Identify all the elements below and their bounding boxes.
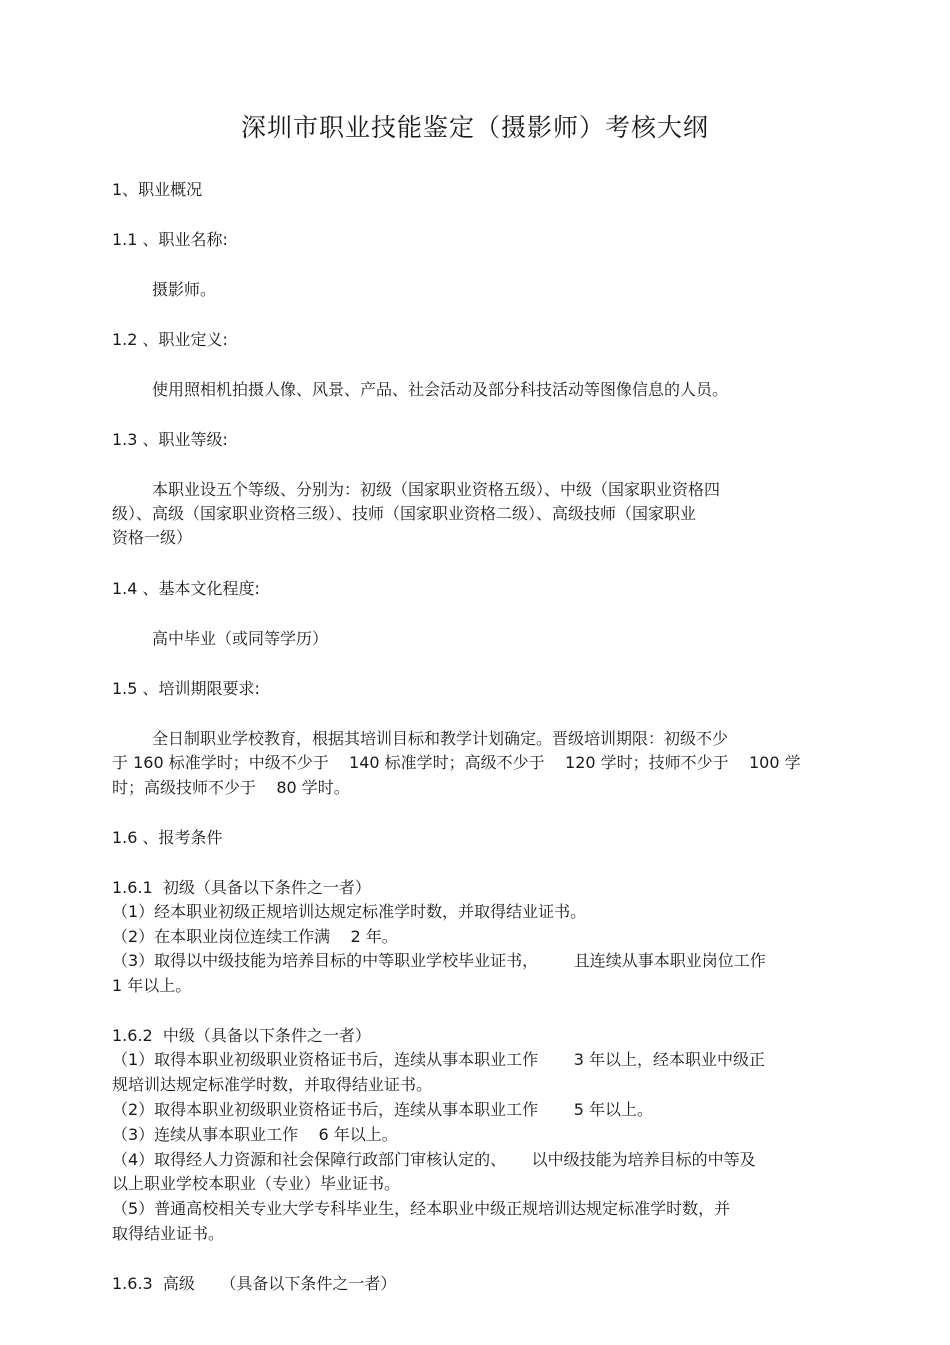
- list-item-continued: 以上职业学校本职业（专业）毕业证书。: [112, 1174, 401, 1193]
- list-item: （5）普通高校相关专业大学专科毕业生，经本职业中级正规培训达规定标准学时数，并: [112, 1199, 731, 1218]
- list-item-continued: 规培训达规定标准学时数，并取得结业证书。: [112, 1075, 433, 1094]
- subsection-heading: 1.1 、职业名称:: [112, 230, 228, 249]
- list-item: （3）连续从事本职业工作 6 年以上。: [112, 1125, 398, 1144]
- paragraph-line: 使用照相机拍摄人像、风景、产品、社会活动及部分科技活动等图像信息的人员。: [152, 380, 729, 399]
- section-heading: 1、职业概况: [112, 180, 203, 199]
- list-item: （2）取得本职业初级职业资格证书后，连续从事本职业工作 5 年以上。: [112, 1100, 654, 1119]
- list-item: （1）经本职业初级正规培训达规定标准学时数，并取得结业证书。: [112, 902, 587, 921]
- list-item: （4）取得经人力资源和社会保障行政部门审核认定的、 以中级技能为培养目标的中等及: [112, 1150, 756, 1169]
- list-item: （1）取得本职业初级职业资格证书后，连续从事本职业工作 3 年以上，经本职业中级正: [112, 1050, 766, 1069]
- document-title: 深圳市职业技能鉴定（摄影师）考核大纲: [240, 113, 709, 142]
- subsection-heading: 1.6 、报考条件: [112, 828, 223, 847]
- list-item: （2）在本职业岗位连续工作满 2 年。: [112, 927, 398, 946]
- subsection-heading: 1.3 、职业等级:: [112, 430, 228, 449]
- paragraph-line: 于 160 标准学时；中级不少于 140 标准学时；高级不少于 120 学时；技师不少于 100 学: [112, 753, 801, 772]
- paragraph-line: 时；高级技师不少于 80 学时。: [112, 778, 350, 797]
- list-item-continued: 1 年以上。: [112, 976, 192, 995]
- paragraph-line: 本职业设五个等级、分别为：初级（国家职业资格五级）、中级（国家职业资格四: [152, 480, 721, 499]
- paragraph-line: 资格一级）: [112, 528, 193, 547]
- subsection-heading: 1.2 、职业定义:: [112, 330, 228, 349]
- subsection-heading: 1.6.2 中级（具备以下条件之一者）: [112, 1026, 371, 1045]
- subsection-heading: 1.5 、培训期限要求:: [112, 679, 260, 698]
- paragraph-line: 摄影师。: [152, 280, 217, 299]
- list-item-continued: 取得结业证书。: [112, 1224, 225, 1243]
- paragraph-line: 高中毕业（或同等学历）: [152, 629, 329, 648]
- list-item: （3）取得以中级技能为培养目标的中等职业学校毕业证书， 且连续从事本职业岗位工作: [112, 951, 766, 970]
- paragraph-line: 全日制职业学校教育，根据其培训目标和教学计划确定。晋级培训期限：初级不少: [152, 729, 729, 748]
- paragraph-line: 级）、高级（国家职业资格三级）、技师（国家职业资格二级）、高级技师（国家职业: [112, 504, 697, 523]
- subsection-heading: 1.4 、基本文化程度:: [112, 579, 260, 598]
- subsection-heading: 1.6.3 高级 （具备以下条件之一者）: [112, 1274, 397, 1293]
- subsection-heading: 1.6.1 初级（具备以下条件之一者）: [112, 878, 371, 897]
